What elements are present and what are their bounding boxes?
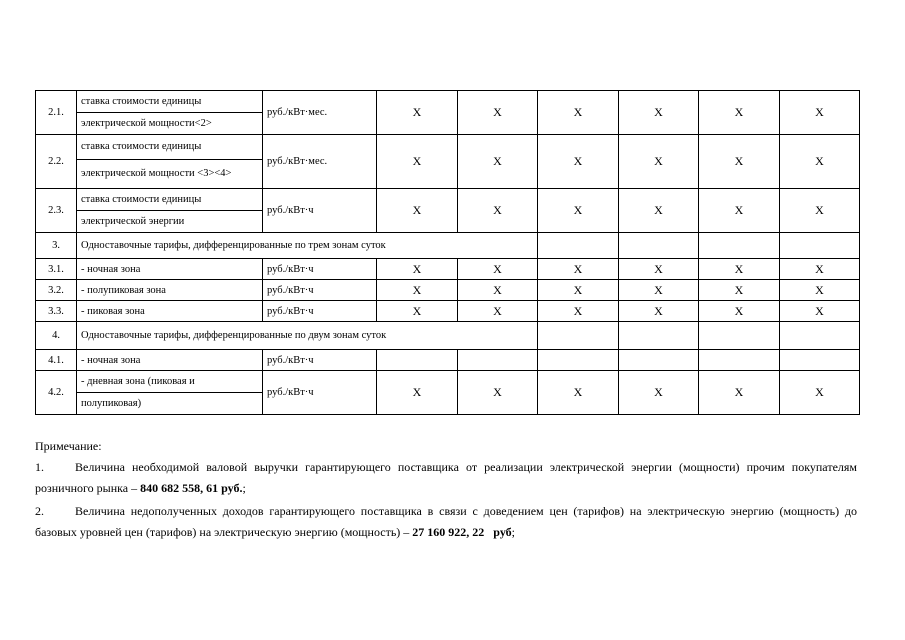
row-unit: руб./кВт·ч xyxy=(263,259,377,280)
note-value: 27 160 922, 22 руб xyxy=(412,525,512,539)
table-row xyxy=(36,189,860,233)
cell-x: X xyxy=(699,280,780,301)
cell-x: X xyxy=(699,259,780,280)
cell-x: X xyxy=(699,135,780,189)
note-2: 2. Величина недополученных доходов гарантирующего поставщика в связи с доведением цен (тарифов) на электрическую энергию (мощность) до базовых уровней цен (тарифов) на электрическую энергию (мощность) – 27 160 922, 22 руб; xyxy=(35,501,857,543)
section-heading: Одноставочные тарифы, дифференцированные по трем зонам суток xyxy=(77,233,538,259)
cell-x: X xyxy=(538,280,619,301)
cell-x: X xyxy=(538,301,619,322)
cell-x: X xyxy=(699,371,780,415)
cell-x: X xyxy=(458,280,538,301)
cell-x: X xyxy=(780,91,860,135)
cell-x: X xyxy=(377,259,458,280)
cell-x: X xyxy=(699,301,780,322)
cell-x: X xyxy=(619,280,699,301)
row-unit: руб./кВт·мес. xyxy=(263,135,377,189)
empty-cell xyxy=(699,350,780,371)
cell-x: X xyxy=(377,135,458,189)
empty-cell xyxy=(458,350,538,371)
tariff-table xyxy=(35,90,860,415)
note-1: 1. Величина необходимой валовой выручки гарантирующего поставщика от реализации электрической энергии (мощности) прочим покупателям розничного рынка – 840 682 558, 61 руб.; xyxy=(35,457,857,499)
row-number: 4. xyxy=(36,322,77,350)
cell-x: X xyxy=(458,259,538,280)
row-description: ставка стоимости единицы электрической мощности<2> xyxy=(77,91,263,135)
cell-x: X xyxy=(377,280,458,301)
cell-x: X xyxy=(619,259,699,280)
empty-cell xyxy=(699,233,780,259)
table-row xyxy=(36,280,860,301)
cell-x: X xyxy=(377,91,458,135)
cell-x: X xyxy=(619,301,699,322)
row-number: 2.2. xyxy=(36,135,77,189)
cell-x: X xyxy=(538,91,619,135)
row-number: 3.3. xyxy=(36,301,77,322)
table-row xyxy=(36,135,860,189)
row-number: 4.2. xyxy=(36,371,77,415)
cell-x: X xyxy=(699,91,780,135)
section-heading: Одноставочные тарифы, дифференцированные по двум зонам суток xyxy=(77,322,538,350)
row-unit: руб./кВт·ч xyxy=(263,280,377,301)
cell-x: X xyxy=(458,301,538,322)
row-unit: руб./кВт·ч xyxy=(263,301,377,322)
empty-cell xyxy=(538,350,619,371)
row-number: 3.2. xyxy=(36,280,77,301)
row-unit: руб./кВт·ч xyxy=(263,371,377,415)
cell-x: X xyxy=(458,91,538,135)
empty-cell xyxy=(780,233,860,259)
row-description: ставка стоимости единицы электрической энергии xyxy=(77,189,263,233)
row-unit: руб./кВт·ч xyxy=(263,189,377,233)
cell-x: X xyxy=(377,189,458,233)
note-value: 840 682 558, 61 руб. xyxy=(140,481,243,495)
cell-x: X xyxy=(780,189,860,233)
note-text: Величина необходимой валовой выручки гарантирующего поставщика от реализации электрической энергии (мощности) прочим покупателям розничного рынка – xyxy=(35,460,857,495)
empty-cell xyxy=(619,233,699,259)
empty-cell xyxy=(538,322,619,350)
row-description: - дневная зона (пиковая и полупиковая) xyxy=(77,371,263,415)
cell-x: X xyxy=(538,135,619,189)
table-row xyxy=(36,371,860,415)
cell-x: X xyxy=(458,371,538,415)
note-text: Величина недополученных доходов гарантирующего поставщика в связи с доведением цен (тарифов) на электрическую энергию (мощность) до базовых уровней цен (тарифов) на электрическую энергию (мощность) – xyxy=(35,504,857,539)
table-row xyxy=(36,322,860,350)
empty-cell xyxy=(780,350,860,371)
row-number: 3. xyxy=(36,233,77,259)
cell-x: X xyxy=(377,301,458,322)
cell-x: X xyxy=(538,259,619,280)
row-unit: руб./кВт·ч xyxy=(263,350,377,371)
cell-x: X xyxy=(619,189,699,233)
cell-x: X xyxy=(538,189,619,233)
row-number: 4.1. xyxy=(36,350,77,371)
empty-cell xyxy=(538,233,619,259)
row-number: 2.3. xyxy=(36,189,77,233)
note-number: 2. xyxy=(35,504,44,518)
table-row xyxy=(36,350,860,371)
cell-x: X xyxy=(780,259,860,280)
cell-x: X xyxy=(699,189,780,233)
cell-x: X xyxy=(458,189,538,233)
row-description: ставка стоимости единицы электрической мощности <3><4> xyxy=(77,135,263,189)
cell-x: X xyxy=(619,135,699,189)
row-description: - ночная зона xyxy=(77,259,263,280)
cell-x: X xyxy=(538,371,619,415)
cell-x: X xyxy=(377,371,458,415)
cell-x: X xyxy=(458,135,538,189)
empty-cell xyxy=(780,322,860,350)
empty-cell xyxy=(699,322,780,350)
cell-x: X xyxy=(619,371,699,415)
row-unit: руб./кВт·мес. xyxy=(263,91,377,135)
table-row xyxy=(36,259,860,280)
cell-x: X xyxy=(780,280,860,301)
row-description: - полупиковая зона xyxy=(77,280,263,301)
row-description: - ночная зона xyxy=(77,350,263,371)
table-row xyxy=(36,91,860,135)
table-row xyxy=(36,233,860,259)
cell-x: X xyxy=(780,371,860,415)
notes-heading: Примечание: xyxy=(35,439,102,453)
cell-x: X xyxy=(619,91,699,135)
row-number: 2.1. xyxy=(36,91,77,135)
row-description: - пиковая зона xyxy=(77,301,263,322)
cell-x: X xyxy=(780,135,860,189)
note-number: 1. xyxy=(35,460,44,474)
empty-cell xyxy=(619,322,699,350)
row-number: 3.1. xyxy=(36,259,77,280)
notes-section xyxy=(35,436,857,543)
cell-x: X xyxy=(780,301,860,322)
table-row xyxy=(36,301,860,322)
empty-cell xyxy=(619,350,699,371)
empty-cell xyxy=(377,350,458,371)
